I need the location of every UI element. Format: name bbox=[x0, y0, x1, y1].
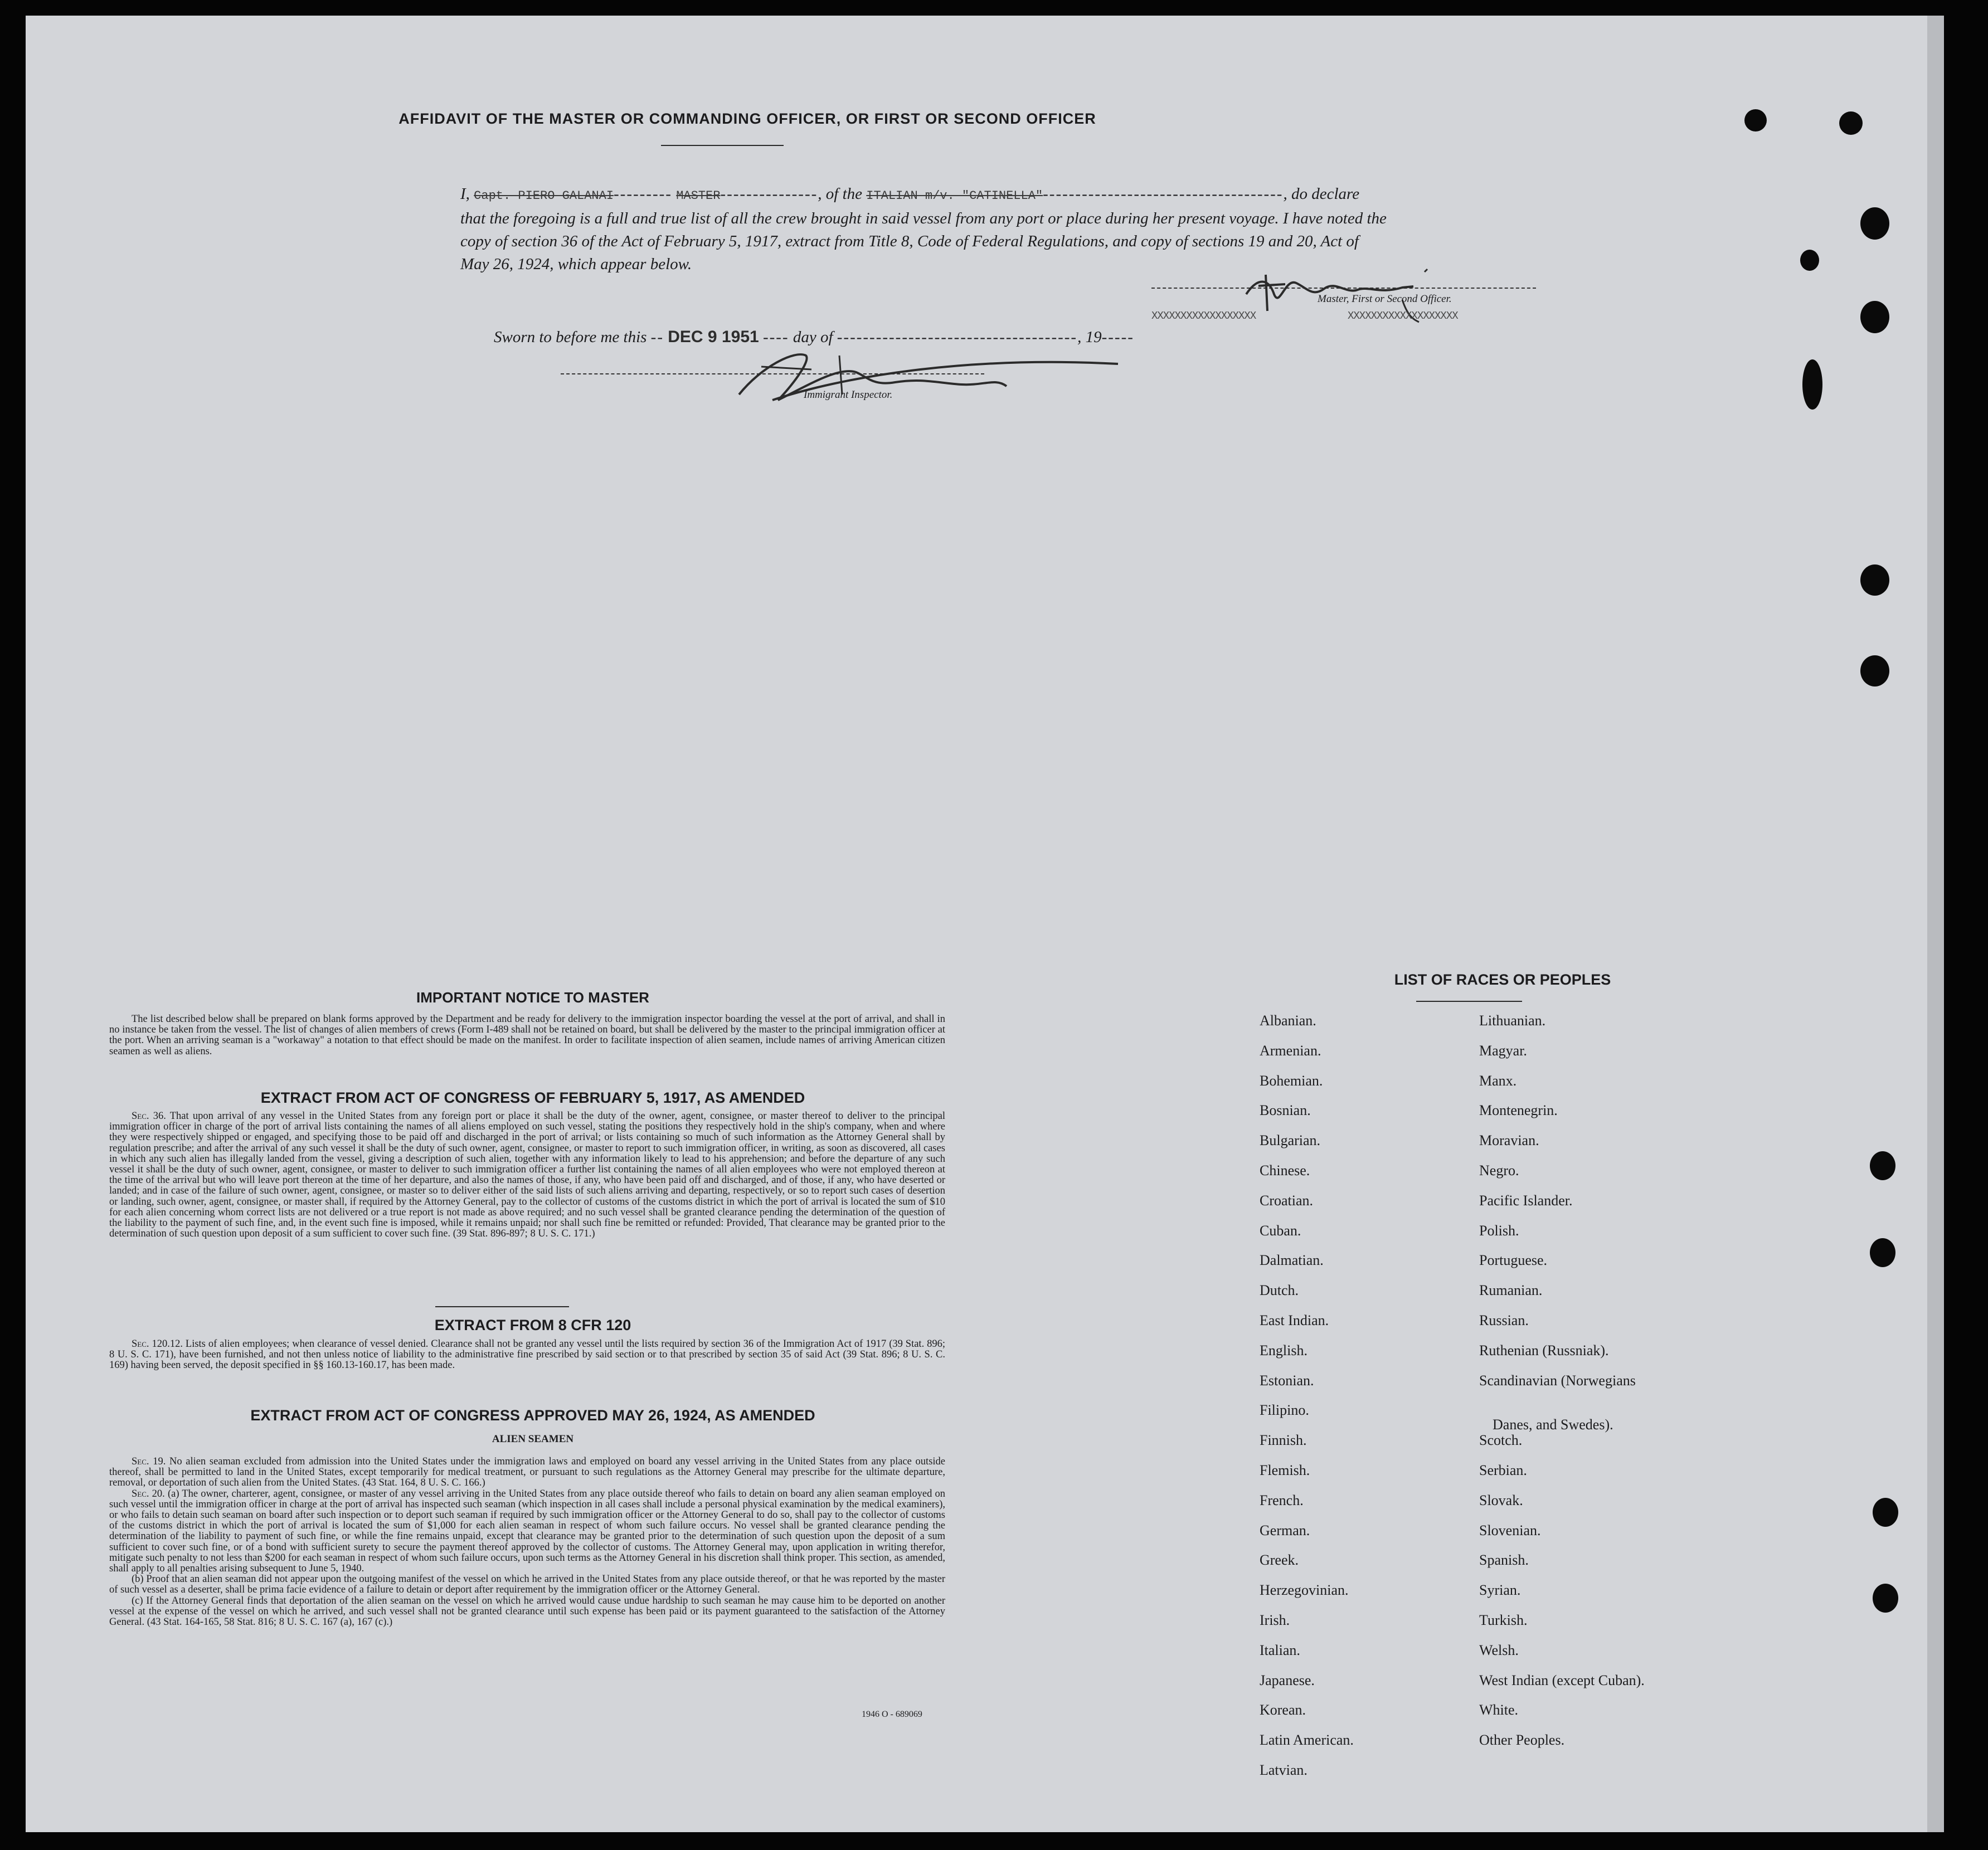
race-item: Albanian. bbox=[1260, 1012, 1316, 1029]
race-item: German. bbox=[1260, 1522, 1310, 1539]
race-item: Herzegovinian. bbox=[1260, 1582, 1349, 1598]
year-prefix: , 19 bbox=[1077, 328, 1102, 346]
race-item: Rumanian. bbox=[1479, 1282, 1543, 1298]
race-item: Scandinavian (Norwegians bbox=[1479, 1372, 1636, 1389]
master-label: Master, First or Second Officer. bbox=[1318, 293, 1452, 305]
sworn-text: Sworn to before me this bbox=[494, 328, 647, 346]
punch-hole bbox=[1860, 301, 1889, 333]
race-item: Syrian. bbox=[1479, 1582, 1521, 1598]
sec20a-body: (a) The owner, charterer, agent, consignee, or master of any vessel arriving in the United States from any place outside thereof who fails to detain on board any alien seaman employed on such vessel until the immigration officer in charge at the port of arrival has inspected such seaman (which inspection in all cases shall include a personal physical examination by the medical examiners), or who fails to detain such seaman on board after such inspection or to deport such seaman if required by such immigration officer or the Attorney General to do so, shall pay to the collector of customs of the customs district in which the port of arrival is located the sum of $1,000 for each alien seaman in respect of whom such failure occurs. No vessel shall be granted clearance pending the determination of the liability to payment of such fine, or while the fine remains unpaid, except that clearance may be granted prior to the determination of such question upon the deposit of a sum sufficient to cover such fine, or of a bond with sufficient surety to secure the payment thereof approved by the collector of customs. The Attorney General may, upon application in writing therefor, mitigate such penalty to not less than $200 for each seaman in respect of whom such failure occurs, upon such terms as the Attorney General in his discretion shall think proper. This section, as amended, shall apply to all penalties arising subsequent to June 5, 1940. bbox=[109, 1488, 946, 1575]
sec19-body: No alien seaman excluded from admission into the United States under the immigration laws and employed on board any vessel arriving in the United States from any place outside thereof, shall be permitted to land in the United States, except temporarily for medical treatment, or pursuant to such regulations as the Attorney General may prescribe for the ultimate departure, removal, or deportation of such alien from the United States. (43 Stat. 164, 8 U. S. C. 166.) bbox=[109, 1456, 945, 1489]
title-rule bbox=[661, 145, 784, 146]
race-item: Croatian. bbox=[1260, 1192, 1314, 1209]
race-item: Dalmatian. bbox=[1260, 1252, 1324, 1268]
print-code: 1946 O - 689069 bbox=[862, 1710, 922, 1719]
races-title: LIST OF RACES OR PEOPLES bbox=[1394, 971, 1611, 988]
extract-cfr-body bbox=[109, 1339, 945, 1371]
punch-hole bbox=[1870, 1151, 1895, 1180]
extract-cfr-heading: EXTRACT FROM 8 CFR 120 bbox=[434, 1317, 631, 1333]
race-item: Moravian. bbox=[1479, 1132, 1539, 1148]
race-item: Bohemian. bbox=[1260, 1073, 1323, 1089]
punch-hole bbox=[1860, 655, 1889, 687]
sec19-text bbox=[109, 1457, 945, 1489]
race-item: Negro. bbox=[1479, 1162, 1519, 1179]
race-item: Irish. bbox=[1260, 1612, 1290, 1628]
day-of-text: day of bbox=[793, 328, 833, 346]
race-item: French. bbox=[1260, 1492, 1304, 1508]
race-item: Armenian. bbox=[1260, 1043, 1321, 1059]
race-item: Japanese. bbox=[1260, 1672, 1315, 1688]
race-item: Flemish. bbox=[1260, 1462, 1310, 1478]
race-item: Russian. bbox=[1479, 1312, 1529, 1328]
master-name-field: Capt. PIERO GALANAI bbox=[474, 189, 614, 203]
race-item: White. bbox=[1479, 1702, 1519, 1718]
sec120-text bbox=[109, 1339, 945, 1371]
punch-hole bbox=[1860, 564, 1889, 596]
race-item: Chinese. bbox=[1260, 1162, 1310, 1179]
struck-out-right: XXXXXXXXXXXXXXXXXXX bbox=[1348, 310, 1458, 322]
sec120-label: Sec. 120.12. bbox=[132, 1338, 183, 1350]
race-item: Slovak. bbox=[1479, 1492, 1523, 1508]
race-item: Magyar. bbox=[1479, 1043, 1527, 1059]
race-item: Portuguese. bbox=[1479, 1252, 1548, 1268]
race-item: Italian. bbox=[1260, 1642, 1300, 1658]
declaration-line-3: copy of section 36 of the Act of February 5, 1917, extract from Title 8, Code of Federal Regulations, and copy of sections 19 and 20, Act of bbox=[460, 232, 1359, 250]
of-the-text: , of the bbox=[818, 185, 863, 203]
race-item: Welsh. bbox=[1479, 1642, 1519, 1658]
race-item: Manx. bbox=[1479, 1073, 1517, 1089]
race-item: Montenegrin. bbox=[1479, 1102, 1558, 1118]
alien-seamen-subheading: ALIEN SEAMEN bbox=[492, 1433, 574, 1445]
sec20c-text: (c) If the Attorney General finds that deportation of the alien seaman on the vessel on which he arrived would cause undue hardship to such seaman he may cause him to be deported on another vessel at the expense of the vessel on which he arrived, and such vessel shall not be granted clearance until such expense has been paid or its payment guaranteed to the satisfaction of the Attorney General. (43 Stat. 164-165, 58 Stat. 816; 8 U. S. C. 167 (a), 167 (c).) bbox=[109, 1595, 945, 1628]
race-item: Slovenian. bbox=[1479, 1522, 1541, 1539]
sec120-body: Lists of alien employees; when clearance of vessel denied. Clearance shall not be granted any vessel until the lists required by section 36 of the Immigration Act of 1917 (39 Stat. 896; 8 U. S. C. 171), have been furnished, and not then unless notice of liability to the administrative fine prescribed by said section or to that prescribed by section 35 of said Act (39 Stat. 896; 8 U. S. C. 169) having been served, the deposit specified in §§ 160.13-160.17, has been made. bbox=[109, 1338, 946, 1371]
race-item: Pacific Islander. bbox=[1479, 1192, 1573, 1209]
punch-hole bbox=[1800, 250, 1819, 271]
rank-field: MASTER bbox=[676, 189, 721, 203]
race-item: Lithuanian. bbox=[1479, 1012, 1546, 1029]
sworn-line: Sworn to before me this -- DEC 9 1951 ---- day of -------------------------------------, 19----- bbox=[494, 328, 1134, 346]
race-item: Bosnian. bbox=[1260, 1102, 1311, 1118]
inspector-label: Immigrant Inspector. bbox=[804, 389, 893, 401]
race-item: Korean. bbox=[1260, 1702, 1306, 1718]
sec36-label: Sec. 36. bbox=[132, 1111, 166, 1122]
race-item: Other Peoples. bbox=[1479, 1732, 1565, 1748]
rule-1917 bbox=[435, 1306, 569, 1307]
races-rule bbox=[1416, 1001, 1522, 1002]
punch-hole bbox=[1870, 1238, 1895, 1267]
race-item: Danes, and Swedes). bbox=[1493, 1416, 1613, 1433]
extract-1917-body bbox=[109, 1111, 945, 1239]
race-item: English. bbox=[1260, 1342, 1307, 1359]
race-item: Ruthenian (Russniak). bbox=[1479, 1342, 1609, 1359]
extract-1917-heading: EXTRACT FROM ACT OF CONGRESS OF FEBRUARY 5, 1917, AS AMENDED bbox=[260, 1089, 805, 1106]
inspector-signature bbox=[728, 333, 1129, 411]
race-item: Polish. bbox=[1479, 1223, 1519, 1239]
declaration-line-2: that the foregoing is a full and true list of all the crew brought in said vessel from any port or place during her present voyage. I have noted the bbox=[460, 210, 1387, 227]
race-item: Scotch. bbox=[1479, 1432, 1523, 1448]
punch-hole bbox=[1802, 359, 1822, 410]
sec20a-text bbox=[109, 1489, 945, 1575]
declaration-prefix: I, bbox=[460, 185, 470, 203]
notice-heading: IMPORTANT NOTICE TO MASTER bbox=[416, 989, 649, 1006]
vessel-field: ITALIAN m/v. "CATINELLA" bbox=[866, 189, 1043, 203]
declaration-line-1: I, Capt. PIERO GALANAI--------- MASTER---------------, of the ITALIAN m/v. "CATINELLA"-------------------------------------, do declare bbox=[460, 185, 1360, 203]
sec36-body: That upon arrival of any vessel in the United States from any foreign port or place it shall be the duty of the owner, agent, consignee, or master thereof to deliver to the principal immigration officer in charge of the port of arrival lists containing the names of all aliens employed on such vessel, stating the positions they respectively hold in the ship's company, when and where they were respectively shipped or engaged, and specifying those to be paid off and discharged in the port of arrival; or lists containing so much of such information as the Attorney General shall by regulation prescribe; and after the arrival of any such vessel it shall be the duty of such owner, agent, consignee, or master to report to such immigration officer, in writing, as soon as discovered, all cases in which any such alien has illegally landed from the vessel, giving a description of such alien, together with any information likely to lead to his apprehension; and before the departure of any such vessel it shall be the duty of such owner, agent, consignee, or master to deliver to such immigration officer a further list containing the names of all alien employees who were not employed thereon at the time of the arrival but who will leave port thereon at the time of her departure, and also the names of those, if any, who have been paid off and discharged, and of those, if any, who have deserted or landed; and in case of the failure of such owner, agent, consignee, or master so to deliver either of the said lists of such aliens arriving and departing, respectively, or so to report such cases of desertion or landing, such owner, agent, consignee, or master shall, if required by the Attorney General, pay to the collector of customs of the customs district in which the port of arrival is located the sum of $10 for each alien concerning whom correct lists are not delivered or a true report is not made as above required; and no such vessel shall be granted clearance pending the determination of the question of the liability to the payment of such fine, and, in the event such fine is imposed, while it remains unpaid; nor shall such fine be remitted or refunded: Provided, That clearance may be granted prior to the determination of such question upon deposit of a sum sufficient to cover such fine. (39 Stat. 896-897; 8 U. S. C. 171.) bbox=[109, 1111, 945, 1240]
document-sheet bbox=[26, 16, 1927, 1832]
sec20-label: Sec. 20. bbox=[132, 1488, 165, 1500]
notice-text: The list described below shall be prepared on blank forms approved by the Department and be ready for delivery to the immigration inspector boarding the vessel at the port of arrival, and shall in no instance be taken from the vessel. The list of changes of alien members of crews (Form I-489 shall not be retained on board, but shall be delivered by the master to the principal immigration officer at the port. When an arriving seaman is a "workaway" a notation to that effect should be made on the manifest. In order to facilitate inspection of alien seamen, include names of arriving American citizen seamen as well as aliens. bbox=[109, 1014, 945, 1057]
sheet-edge bbox=[1927, 16, 1944, 1832]
punch-hole bbox=[1839, 111, 1863, 135]
extract-1924-heading: EXTRACT FROM ACT OF CONGRESS APPROVED MAY 26, 1924, AS AMENDED bbox=[250, 1407, 815, 1424]
punch-hole bbox=[1873, 1584, 1898, 1613]
race-item: Latin American. bbox=[1260, 1732, 1354, 1748]
race-item: Spanish. bbox=[1479, 1552, 1529, 1568]
sec19-label: Sec. 19. bbox=[132, 1456, 166, 1467]
race-item: Bulgarian. bbox=[1260, 1132, 1321, 1148]
declaration-line-4: May 26, 1924, which appear below. bbox=[460, 255, 692, 273]
race-item: Estonian. bbox=[1260, 1372, 1314, 1389]
race-item: Cuban. bbox=[1260, 1223, 1301, 1239]
race-item: Dutch. bbox=[1260, 1282, 1299, 1298]
race-item: Finnish. bbox=[1260, 1432, 1307, 1448]
document-title: AFFIDAVIT OF THE MASTER OR COMMANDING OFFICER, OR FIRST OR SECOND OFFICER bbox=[398, 110, 1096, 127]
race-item: Greek. bbox=[1260, 1552, 1299, 1568]
sec36-text bbox=[109, 1111, 945, 1239]
race-item: East Indian. bbox=[1260, 1312, 1329, 1328]
date-stamp: DEC 9 1951 bbox=[668, 328, 759, 346]
extract-1924-body bbox=[109, 1457, 945, 1628]
punch-hole bbox=[1873, 1498, 1898, 1527]
struck-out-left: XXXXXXXXXXXXXXXXXX bbox=[1151, 310, 1256, 322]
notice-body bbox=[109, 1014, 945, 1057]
sec20b-text: (b) Proof that an alien seaman did not appear upon the outgoing manifest of the vessel on which he arrived in the United States from any place outside thereof, or that he was reported by the master of such vessel as a deserter, shall be prima facie evidence of a failure to detain or deport after requirement by the immigration officer or the Attorney General. bbox=[109, 1574, 945, 1596]
race-item: Serbian. bbox=[1479, 1462, 1527, 1478]
race-item: West Indian (except Cuban). bbox=[1479, 1672, 1645, 1688]
race-item: Latvian. bbox=[1260, 1762, 1307, 1778]
punch-hole bbox=[1860, 207, 1889, 240]
punch-hole bbox=[1744, 109, 1767, 132]
race-item: Filipino. bbox=[1260, 1402, 1309, 1418]
do-declare-text: , do declare bbox=[1283, 185, 1360, 203]
race-item: Turkish. bbox=[1479, 1612, 1528, 1628]
